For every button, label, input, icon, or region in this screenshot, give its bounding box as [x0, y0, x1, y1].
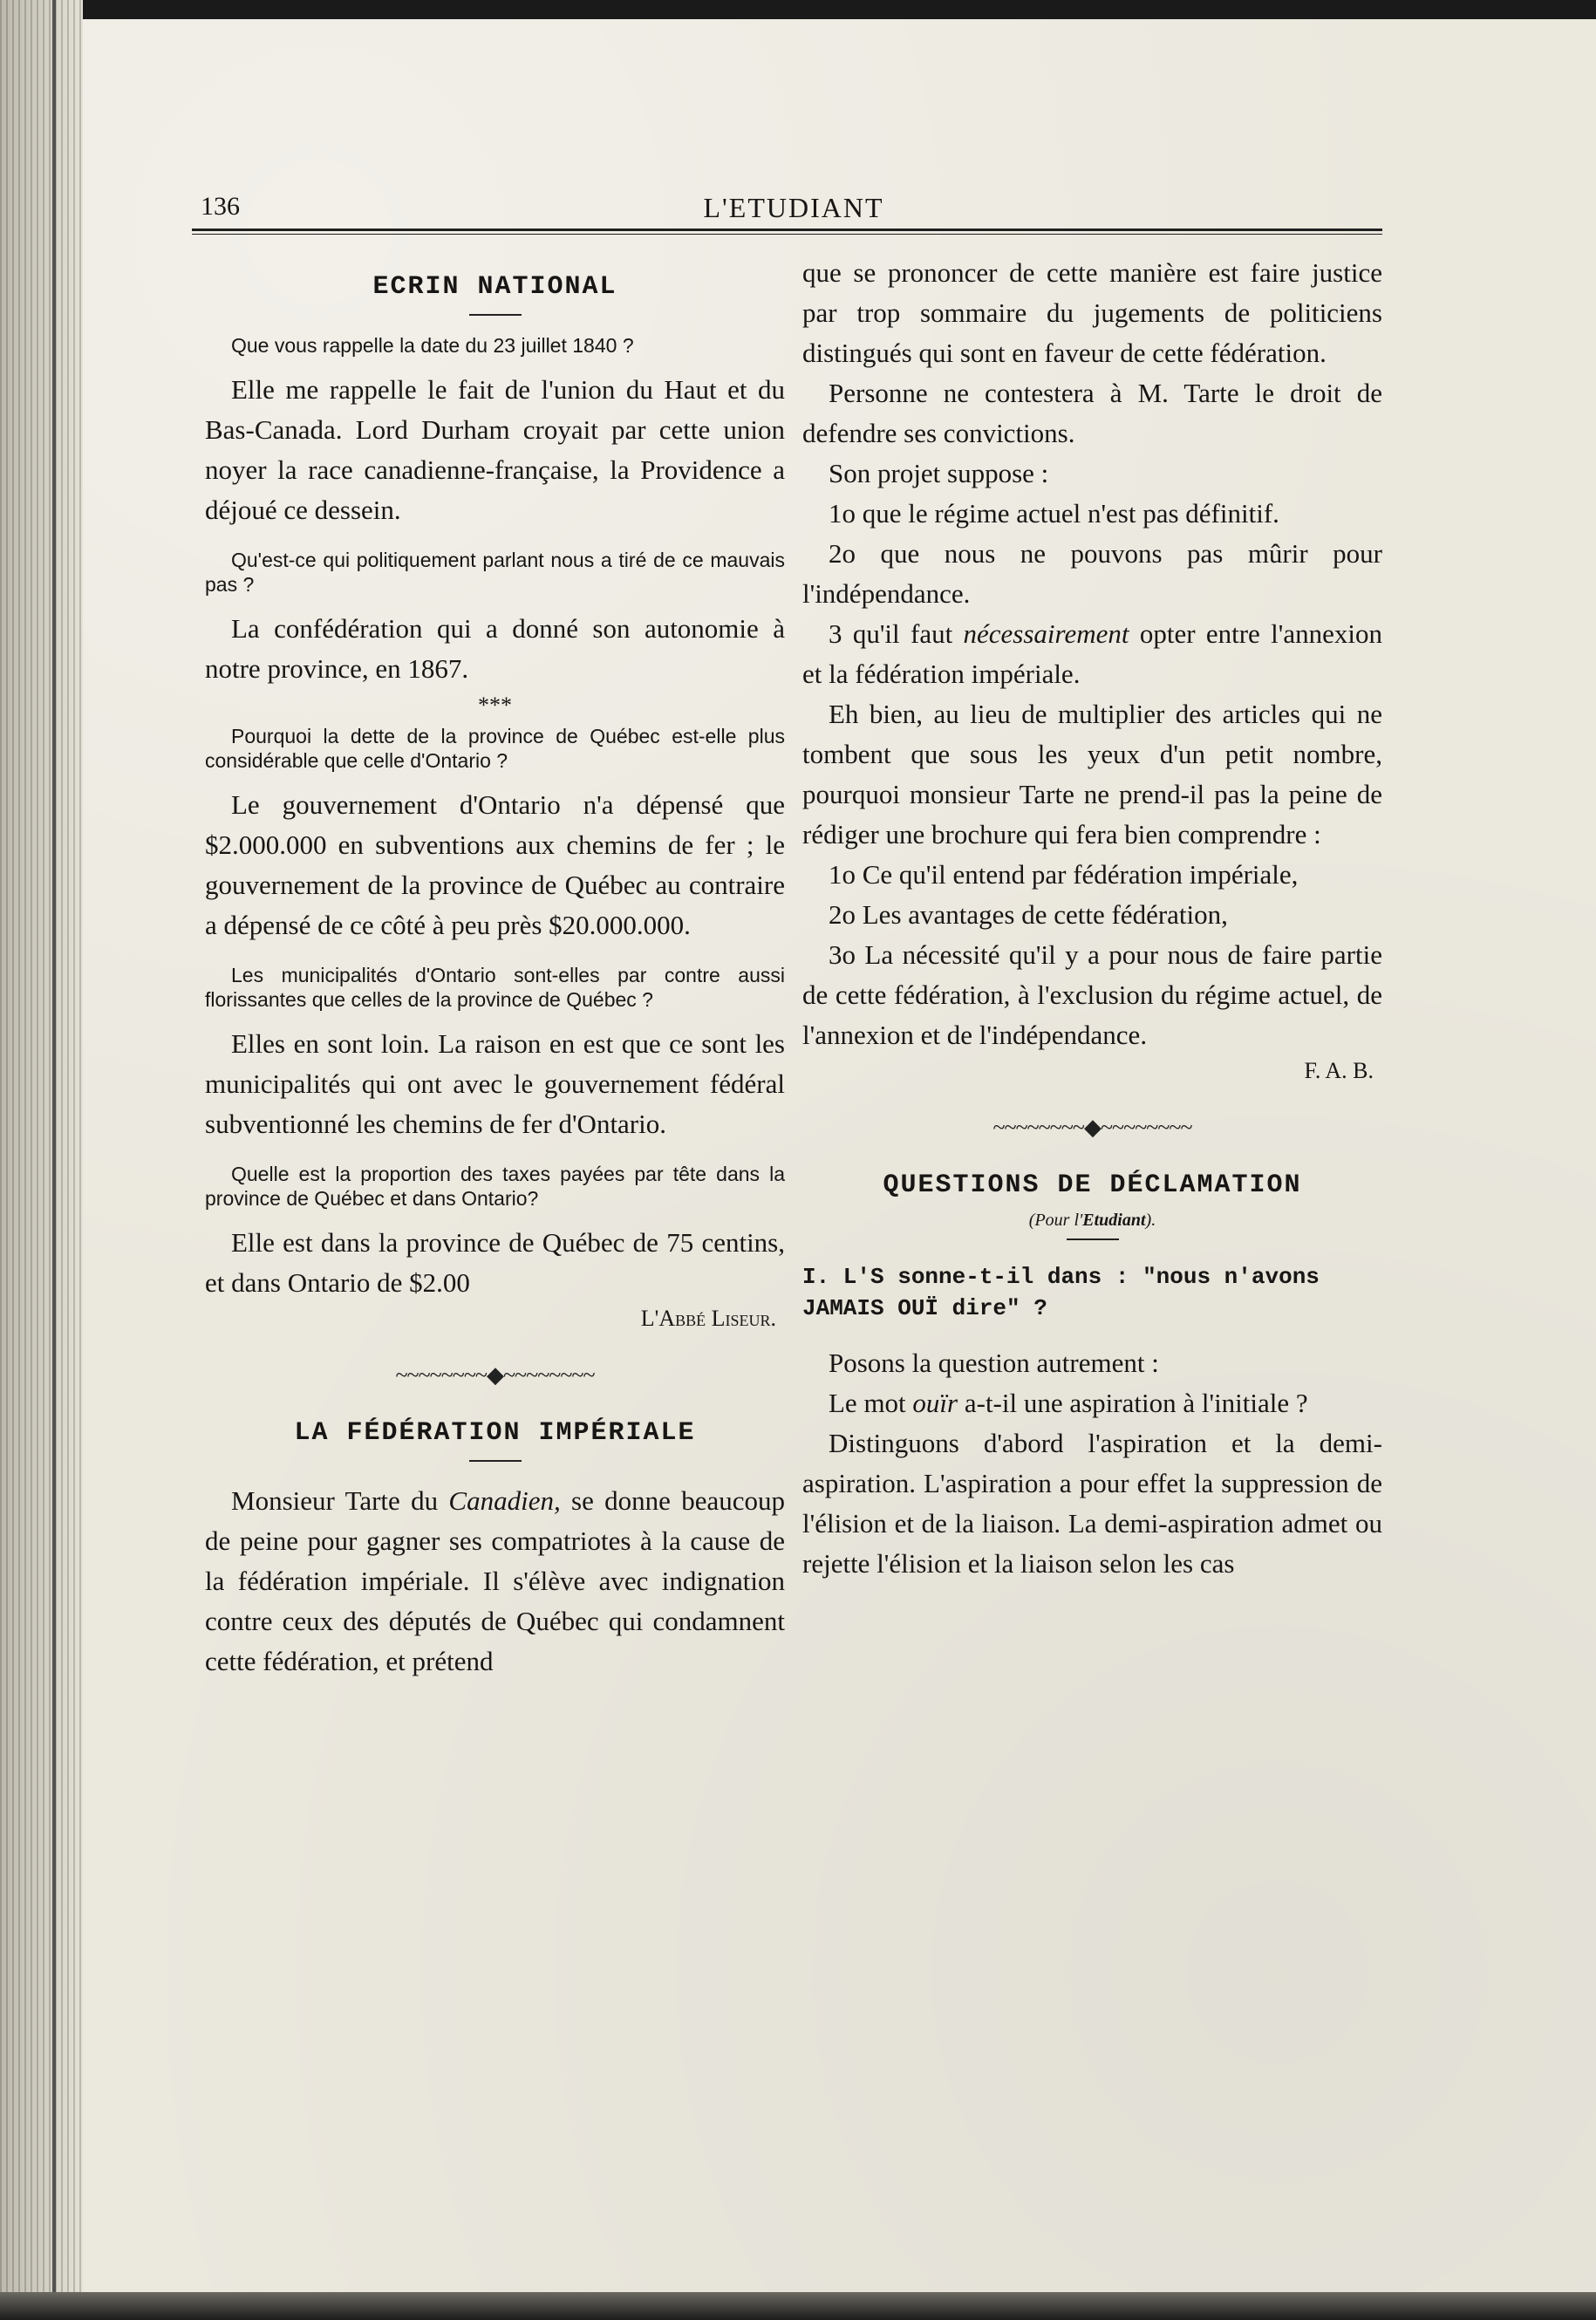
question-3: Pourquoi la dette de la province de Québec est-elle plus considérable que celle d'Ontario ?: [205, 725, 785, 772]
federation-paragraph-cont: que se prononcer de cette manière est faire justice par trop sommaire du jugements de politiciens distingués qui sont en faveur de cette fédération.: [802, 257, 1382, 368]
italic-run: Etudiant: [1082, 1211, 1146, 1230]
federation-point-3: [802, 614, 1382, 694]
section-title-ecrin: ECRIN NATIONAL: [372, 272, 617, 302]
header-rule: [192, 229, 1382, 235]
declamation-question-1: I. L'S sonne-t-il dans : "nous n'avons JAMAIS OUÏ dire" ?: [802, 1264, 1320, 1321]
federation-paragraph-3: Son projet suppose :: [829, 458, 1049, 488]
answer-2: La confédération qui a donné son autonomie à notre province, en 1867.: [205, 613, 785, 684]
text-run: a-t-il une aspiration à l'initiale ?: [958, 1388, 1308, 1418]
text-run: (Pour l': [1028, 1211, 1083, 1230]
answer-4: Elles en sont loin. La raison en est que ce sont les municipalités qui ont avec le gouvernement fédéral subventionné les chemins de fer d'Ontario.: [205, 1028, 785, 1139]
section-title-federation: LA FÉDÉRATION IMPÉRIALE: [294, 1418, 696, 1448]
declamation-paragraph-1: Posons la question autrement :: [829, 1348, 1159, 1378]
signature-liseur: L'Abbé Liseur.: [640, 1306, 776, 1331]
scan-left-margin: [0, 0, 83, 2320]
answer-1: Elle me rappelle le fait de l'union du Haut et du Bas-Canada. Lord Durham croyait par cette union noyer la race canadienne-française, la Providence a déjoué ce dessein.: [205, 374, 785, 525]
title-rule: [1067, 1238, 1119, 1240]
federation-paragraph-1: [205, 1481, 785, 1682]
title-rule: [469, 314, 522, 316]
federation-paragraph-2: Personne ne contestera à M. Tarte le droit de defendre ses convictions.: [802, 378, 1382, 448]
federation-point-1: 1o que le régime actuel n'est pas définitif.: [829, 498, 1279, 529]
right-column: [802, 253, 1382, 1584]
question-5: Quelle est la proportion des taxes payées par tête dans la province de Québec et dans Ontario?: [205, 1163, 785, 1210]
declamation-paragraph-3: Distinguons d'abord l'aspiration et la demi-aspiration. L'aspiration a pour effet la suppression de l'élision et de la liaison. La demi-aspiration admet ou rejette l'élision et la liaison selon les cas: [802, 1428, 1382, 1579]
federation-paragraph-4: Eh bien, au lieu de multiplier des articles qui ne tombent que sous les yeux d'un petit nombre, pourquoi monsieur Tarte ne prend-il pas la peine de rédiger une brochure qui fera bien comprendre :: [802, 699, 1382, 850]
question-2: Qu'est-ce qui politiquement parlant nous a tiré de ce mauvais pas ?: [205, 549, 785, 596]
asterism: ***: [478, 693, 512, 718]
scan-bottom-edge: [0, 2292, 1596, 2320]
section-title-declamation: QUESTIONS DE DÉCLAMATION: [883, 1170, 1302, 1200]
section-subtitle: [802, 1209, 1382, 1232]
text-run: 3 qu'il faut: [829, 618, 964, 649]
answer-3: Le gouvernement d'Ontario n'a dépensé que $2.000.000 en subventions aux chemins de fer ; le gouvernement de la province de Québec au contraire a dépensé de ce côté à peu près $20.000.000.: [205, 789, 785, 940]
text-run: Monsieur Tarte du: [231, 1485, 449, 1516]
ornament-divider: ~~~~~~~~◆~~~~~~~~: [992, 1115, 1192, 1140]
italic-run: Canadien,: [448, 1485, 561, 1516]
left-column: [205, 253, 785, 1682]
declamation-paragraph-2: [802, 1383, 1382, 1423]
text-run: opter entre l'annexion et la fédération impériale.: [802, 618, 1382, 689]
title-rule: [469, 1460, 522, 1462]
answer-5: Elle est dans la province de Québec de 75 centins, et dans Ontario de $2.00: [205, 1227, 785, 1298]
question-4: Les municipalités d'Ontario sont-elles par contre aussi florissantes que celles de la province de Québec ?: [205, 964, 785, 1011]
question-1: Que vous rappelle la date du 23 juillet 1840 ?: [231, 334, 634, 357]
brochure-point-1: 1o Ce qu'il entend par fédération impériale,: [829, 859, 1299, 890]
italic-run: nécessairement: [963, 618, 1129, 649]
brochure-point-2: 2o Les avantages de cette fédération,: [829, 899, 1228, 930]
ornament-divider: ~~~~~~~~◆~~~~~~~~: [395, 1362, 595, 1388]
text-run: se donne beaucoup de peine pour gagner ses compatriotes à la cause de la fédération impériale. Il s'élève avec indignation contre ceux des députés de Québec qui condamnent cette fédération, et prétend: [205, 1485, 785, 1676]
signature-fab: F. A. B.: [1304, 1058, 1374, 1083]
brochure-point-3: 3o La nécessité qu'il y a pour nous de faire partie de cette fédération, à l'exclusion du régime actuel, de l'annexion et de l'indépendance.: [802, 939, 1382, 1050]
italic-run: ouïr: [912, 1388, 958, 1418]
page-number: 136: [201, 192, 240, 221]
text-run: ).: [1145, 1211, 1156, 1230]
scan-top-edge: [0, 0, 1596, 19]
text-run: Le mot: [829, 1388, 913, 1418]
binding-rule: [52, 0, 56, 2320]
running-title: L'ETUDIANT: [703, 192, 884, 223]
federation-point-2: 2o que nous ne pouvons pas mûrir pour l'indépendance.: [802, 538, 1382, 609]
